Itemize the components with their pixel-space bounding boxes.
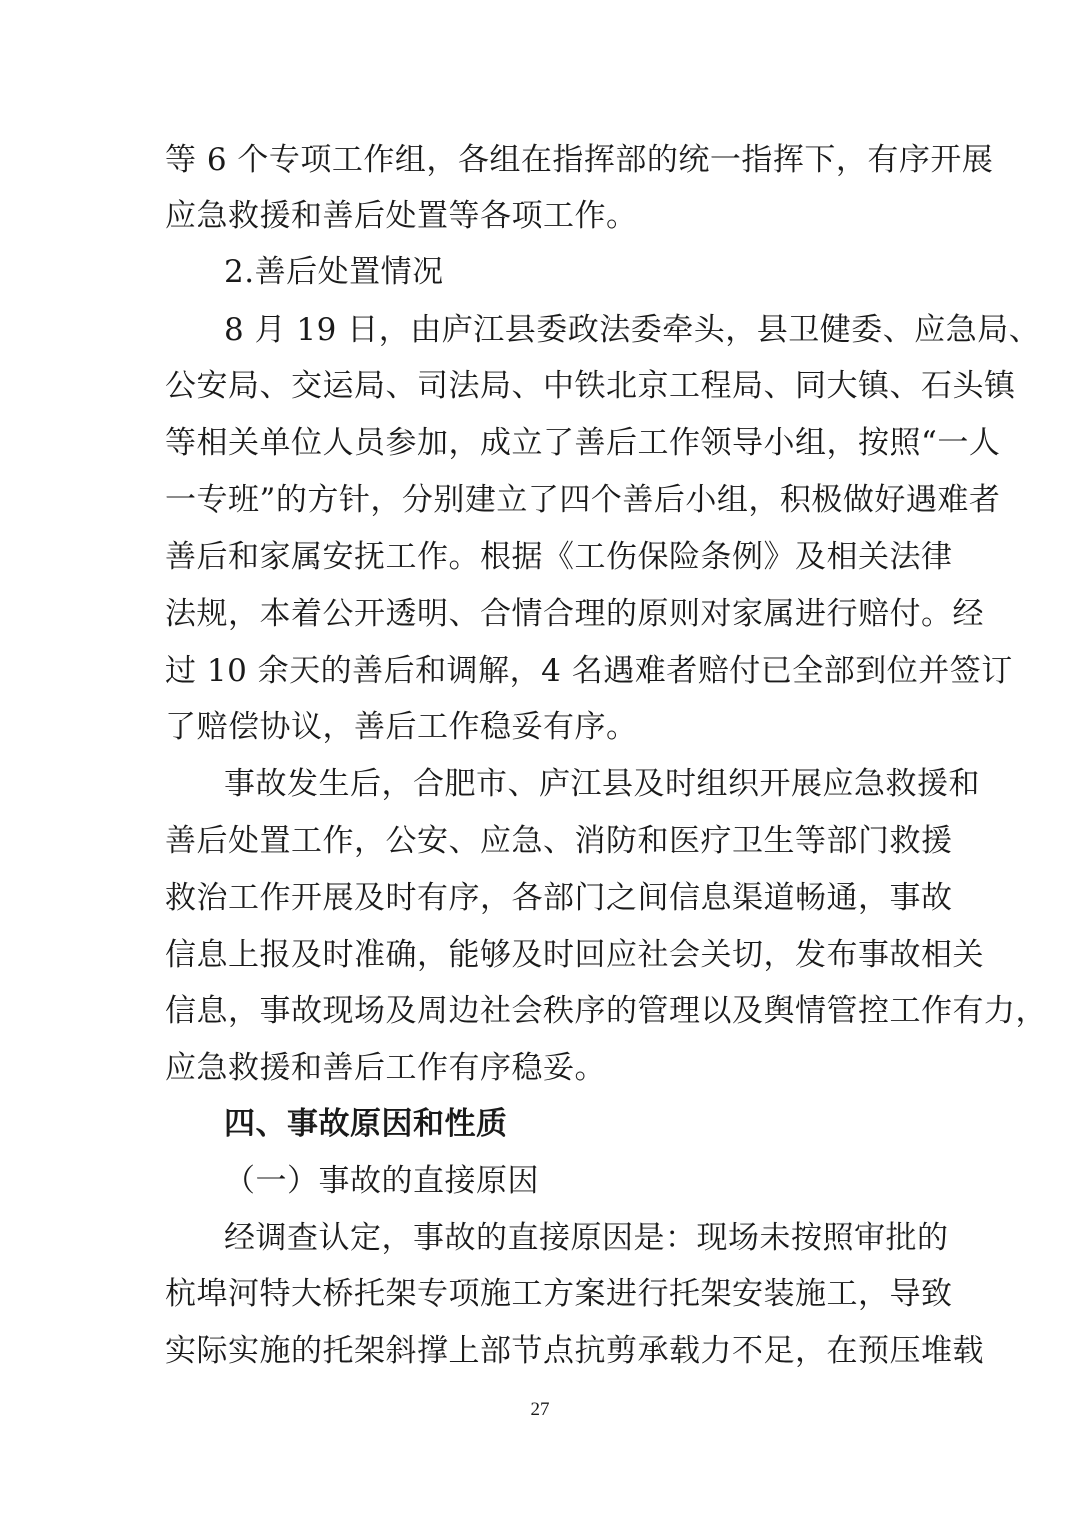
paragraph-line: 杭埠河特大桥托架专项施工方案进行托架安装施工，导致: [165, 1276, 953, 1312]
paragraph-line: 应急救援和善后处置等各项工作。: [165, 198, 638, 234]
paragraph-line: 过 10 余天的善后和调解，4 名遇难者赔付已全部到位并签订: [165, 653, 1013, 689]
paragraph-line: 了赔偿协议，善后工作稳妥有序。: [165, 709, 638, 745]
paragraph-line: 经调查认定，事故的直接原因是：现场未按照审批的: [224, 1220, 949, 1256]
paragraph-line: 信息，事故现场及周边社会秩序的管理以及舆情管控工作有力，: [165, 993, 1047, 1029]
subsection-heading: （一）事故的直接原因: [224, 1163, 539, 1199]
paragraph-line: 善后和家属安抚工作。根据《工伤保险条例》及相关法律: [165, 539, 953, 575]
paragraph-line: 等 6 个专项工作组，各组在指挥部的统一指挥下，有序开展: [165, 142, 994, 178]
paragraph-line: 事故发生后，合肥市、庐江县及时组织开展应急救援和: [224, 766, 980, 802]
paragraph-line: 等相关单位人员参加，成立了善后工作领导小组，按照“一人: [165, 425, 1001, 461]
paragraph-line: 8 月 19 日，由庐江县委政法委牵头，县卫健委、应急局、: [224, 312, 1041, 348]
paragraph-line: 实际实施的托架斜撑上部节点抗剪承载力不足，在预压堆载: [165, 1333, 984, 1369]
paragraph-line: 救治工作开展及时有序，各部门之间信息渠道畅通，事故: [165, 880, 953, 916]
section-heading: 四、事故原因和性质: [224, 1106, 508, 1142]
paragraph-line: 善后处置工作，公安、应急、消防和医疗卫生等部门救援: [165, 823, 953, 859]
subsection-heading: 2.善后处置情况: [224, 254, 444, 290]
page-number: 27: [530, 1399, 550, 1420]
paragraph-line: 一专班”的方针，分别建立了四个善后小组，积极做好遇难者: [165, 482, 1001, 518]
paragraph-line: 应急救援和善后工作有序稳妥。: [165, 1050, 606, 1086]
paragraph-line: 信息上报及时准确，能够及时回应社会关切，发布事故相关: [165, 937, 984, 973]
paragraph-line: 法规，本着公开透明、合情合理的原则对家属进行赔付。经: [165, 596, 984, 632]
paragraph-line: 公安局、交运局、司法局、中铁北京工程局、同大镇、石头镇: [165, 368, 1016, 404]
